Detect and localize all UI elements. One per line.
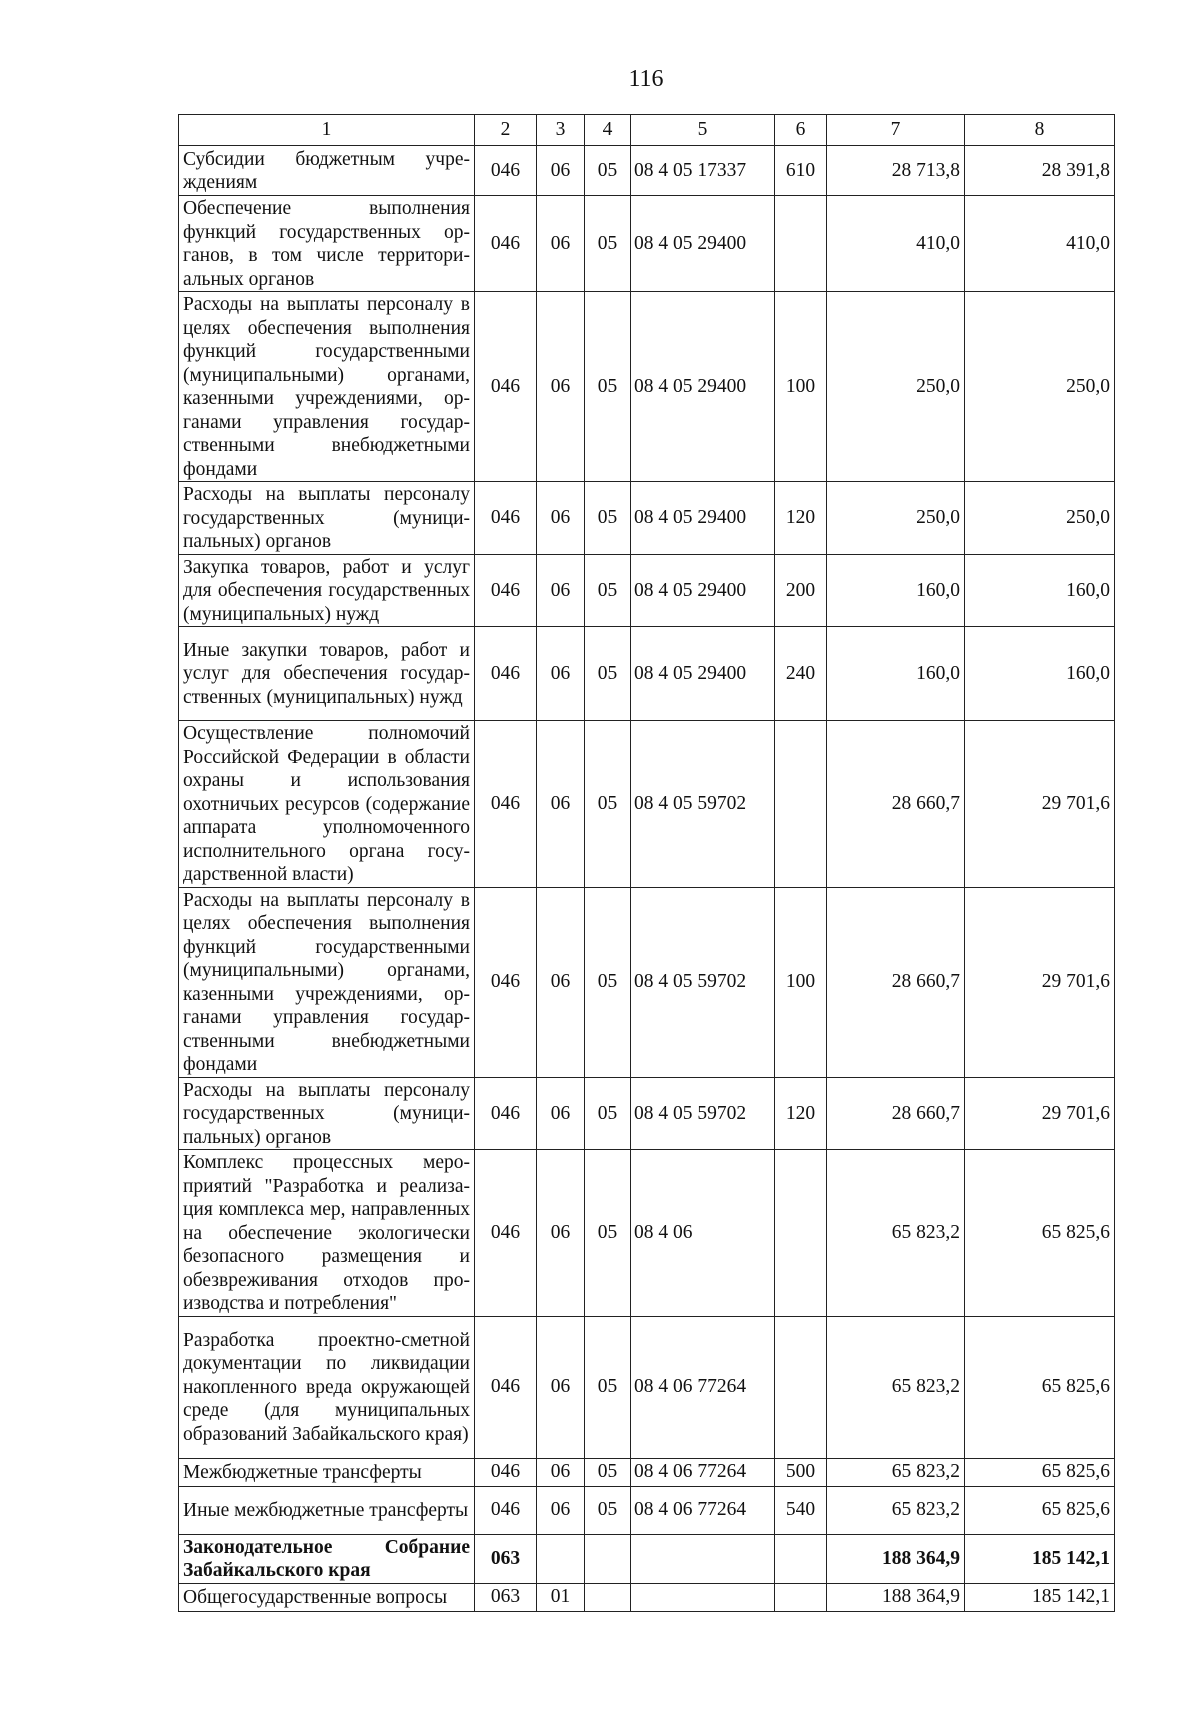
row-target-article: 08 4 05 29400 — [631, 554, 775, 627]
row-expense-type: 100 — [775, 292, 827, 482]
row-amount-year-2: 65 825,6 — [965, 1150, 1115, 1317]
row-subsection: 05 — [585, 1316, 631, 1458]
row-amount-year-2: 65 825,6 — [965, 1458, 1115, 1486]
row-section: 06 — [537, 292, 585, 482]
row-target-article: 08 4 05 17337 — [631, 146, 775, 196]
row-subsection: 05 — [585, 554, 631, 627]
row-code-admin: 046 — [475, 887, 537, 1077]
table-row — [179, 482, 1115, 555]
row-code-admin: 046 — [475, 1458, 537, 1486]
row-name: Осуществление полномочий Российской Федерации в области охраны и использования охотничьих ресурсов (содержание аппарата уполномоченного исполнительного органа государственной власти) — [179, 721, 475, 888]
header-col-1: 1 — [179, 115, 475, 146]
row-amount-year-1: 188 364,9 — [827, 1583, 965, 1611]
row-amount-year-2: 185 142,1 — [965, 1534, 1115, 1583]
row-code-admin: 046 — [475, 146, 537, 196]
row-target-article — [631, 1534, 775, 1583]
row-section: 06 — [537, 1077, 585, 1150]
row-subsection: 05 — [585, 482, 631, 555]
row-amount-year-2: 185 142,1 — [965, 1583, 1115, 1611]
row-subsection: 05 — [585, 1077, 631, 1150]
header-row — [179, 115, 1115, 146]
row-name: Комплекс процессных мероприятий "Разработка и реализация комплекса мер, направленных на обеспечение экологически безопасного размещения и обезвреживания отходов производства и потребления" — [179, 1150, 475, 1317]
row-amount-year-2: 29 701,6 — [965, 721, 1115, 888]
row-amount-year-2: 410,0 — [965, 196, 1115, 292]
row-name: Расходы на выплаты персоналу в целях обеспечения выполнения функций государственными (муниципальными) органами, казенными учреждениями, органами управления государственными внебюджетными фондами — [179, 887, 475, 1077]
budget-table — [178, 114, 1115, 1612]
row-amount-year-1: 65 823,2 — [827, 1316, 965, 1458]
table-row — [179, 1583, 1115, 1611]
table-row — [179, 721, 1115, 888]
row-amount-year-1: 188 364,9 — [827, 1534, 965, 1583]
row-amount-year-2: 160,0 — [965, 554, 1115, 627]
row-section: 06 — [537, 1486, 585, 1534]
header-col-7: 7 — [827, 115, 965, 146]
row-section: 06 — [537, 1150, 585, 1317]
row-expense-type: 200 — [775, 554, 827, 627]
row-expense-type: 120 — [775, 1077, 827, 1150]
row-section: 01 — [537, 1583, 585, 1611]
row-target-article: 08 4 06 77264 — [631, 1458, 775, 1486]
table-body — [179, 146, 1115, 1612]
row-amount-year-2: 29 701,6 — [965, 1077, 1115, 1150]
row-section: 06 — [537, 1458, 585, 1486]
row-target-article: 08 4 05 29400 — [631, 196, 775, 292]
row-code-admin: 046 — [475, 1077, 537, 1150]
row-code-admin: 046 — [475, 1486, 537, 1534]
row-expense-type — [775, 721, 827, 888]
table-row — [179, 887, 1115, 1077]
row-section: 06 — [537, 627, 585, 721]
row-name: Общегосударственные вопросы — [179, 1583, 475, 1611]
row-target-article — [631, 1583, 775, 1611]
table-row — [179, 196, 1115, 292]
row-subsection: 05 — [585, 196, 631, 292]
row-amount-year-2: 29 701,6 — [965, 887, 1115, 1077]
row-section: 06 — [537, 196, 585, 292]
row-target-article: 08 4 05 29400 — [631, 482, 775, 555]
row-amount-year-1: 250,0 — [827, 292, 965, 482]
row-target-article: 08 4 06 — [631, 1150, 775, 1317]
row-subsection: 05 — [585, 887, 631, 1077]
row-amount-year-1: 160,0 — [827, 627, 965, 721]
row-amount-year-1: 28 660,7 — [827, 887, 965, 1077]
table-row — [179, 146, 1115, 196]
row-amount-year-2: 65 825,6 — [965, 1316, 1115, 1458]
row-amount-year-1: 28 660,7 — [827, 721, 965, 888]
row-amount-year-1: 28 713,8 — [827, 146, 965, 196]
row-target-article: 08 4 05 29400 — [631, 292, 775, 482]
row-expense-type — [775, 196, 827, 292]
row-name: Субсидии бюджетным учреждениям — [179, 146, 475, 196]
header-col-5: 5 — [631, 115, 775, 146]
header-col-2: 2 — [475, 115, 537, 146]
header-col-6: 6 — [775, 115, 827, 146]
row-expense-type: 240 — [775, 627, 827, 721]
row-amount-year-1: 250,0 — [827, 482, 965, 555]
row-section: 06 — [537, 721, 585, 888]
row-subsection: 05 — [585, 1486, 631, 1534]
row-code-admin: 046 — [475, 292, 537, 482]
row-expense-type — [775, 1316, 827, 1458]
row-expense-type: 540 — [775, 1486, 827, 1534]
row-expense-type: 100 — [775, 887, 827, 1077]
row-name: Расходы на выплаты персоналу государственных (муниципальных) органов — [179, 482, 475, 555]
row-code-admin: 046 — [475, 1316, 537, 1458]
row-subsection: 05 — [585, 721, 631, 888]
row-name: Законодательное Собрание Забайкальского края — [179, 1534, 475, 1583]
row-code-admin: 046 — [475, 554, 537, 627]
row-target-article: 08 4 05 29400 — [631, 627, 775, 721]
row-section: 06 — [537, 1316, 585, 1458]
row-subsection — [585, 1583, 631, 1611]
row-subsection: 05 — [585, 1150, 631, 1317]
header-col-4: 4 — [585, 115, 631, 146]
row-section: 06 — [537, 146, 585, 196]
table-row — [179, 554, 1115, 627]
row-subsection: 05 — [585, 1458, 631, 1486]
table-row — [179, 1458, 1115, 1486]
table-row — [179, 1150, 1115, 1317]
row-code-admin: 046 — [475, 627, 537, 721]
row-amount-year-2: 160,0 — [965, 627, 1115, 721]
row-target-article: 08 4 06 77264 — [631, 1486, 775, 1534]
row-amount-year-2: 250,0 — [965, 482, 1115, 555]
row-name: Обеспечение выполнения функций государственных органов, в том числе территориальных органов — [179, 196, 475, 292]
table-header — [179, 115, 1115, 146]
row-name: Иные закупки товаров, работ и услуг для обеспечения государственных (муниципальных) нужд — [179, 627, 475, 721]
row-expense-type — [775, 1583, 827, 1611]
row-expense-type: 500 — [775, 1458, 827, 1486]
row-amount-year-2: 250,0 — [965, 292, 1115, 482]
row-target-article: 08 4 05 59702 — [631, 721, 775, 888]
row-section: 06 — [537, 887, 585, 1077]
row-code-admin: 063 — [475, 1583, 537, 1611]
table-row — [179, 292, 1115, 482]
row-expense-type: 610 — [775, 146, 827, 196]
row-amount-year-2: 28 391,8 — [965, 146, 1115, 196]
row-name: Иные межбюджетные трансферты — [179, 1486, 475, 1534]
row-expense-type: 120 — [775, 482, 827, 555]
table-row — [179, 1316, 1115, 1458]
row-section: 06 — [537, 554, 585, 627]
row-code-admin: 063 — [475, 1534, 537, 1583]
row-amount-year-1: 410,0 — [827, 196, 965, 292]
row-name: Межбюджетные трансферты — [179, 1458, 475, 1486]
header-col-3: 3 — [537, 115, 585, 146]
row-subsection: 05 — [585, 627, 631, 721]
row-code-admin: 046 — [475, 482, 537, 555]
row-amount-year-1: 160,0 — [827, 554, 965, 627]
row-expense-type — [775, 1150, 827, 1317]
row-subsection: 05 — [585, 146, 631, 196]
row-subsection — [585, 1534, 631, 1583]
row-target-article: 08 4 05 59702 — [631, 887, 775, 1077]
row-code-admin: 046 — [475, 1150, 537, 1317]
row-amount-year-2: 65 825,6 — [965, 1486, 1115, 1534]
row-section — [537, 1534, 585, 1583]
row-name: Закупка товаров, работ и услуг для обеспечения государственных (муниципальных) нужд — [179, 554, 475, 627]
row-target-article: 08 4 05 59702 — [631, 1077, 775, 1150]
row-name: Расходы на выплаты персоналу государственных (муниципальных) органов — [179, 1077, 475, 1150]
row-section: 06 — [537, 482, 585, 555]
table-row — [179, 1534, 1115, 1583]
row-subsection: 05 — [585, 292, 631, 482]
row-amount-year-1: 65 823,2 — [827, 1458, 965, 1486]
page-number: 116 — [628, 66, 664, 92]
table-row — [179, 1077, 1115, 1150]
row-amount-year-1: 65 823,2 — [827, 1150, 965, 1317]
row-target-article: 08 4 06 77264 — [631, 1316, 775, 1458]
row-name: Расходы на выплаты персоналу в целях обеспечения выполнения функций государственными (муниципальными) органами, казенными учреждениями, органами управления государственными внебюджетными фондами — [179, 292, 475, 482]
row-amount-year-1: 65 823,2 — [827, 1486, 965, 1534]
row-expense-type — [775, 1534, 827, 1583]
row-name: Разработка проектно-сметной документации по ликвидации накопленного вреда окружающей среде (для муниципальных образований Забайкальского края) — [179, 1316, 475, 1458]
table-row — [179, 627, 1115, 721]
row-code-admin: 046 — [475, 196, 537, 292]
header-col-8: 8 — [965, 115, 1115, 146]
table-row — [179, 1486, 1115, 1534]
row-code-admin: 046 — [475, 721, 537, 888]
row-amount-year-1: 28 660,7 — [827, 1077, 965, 1150]
